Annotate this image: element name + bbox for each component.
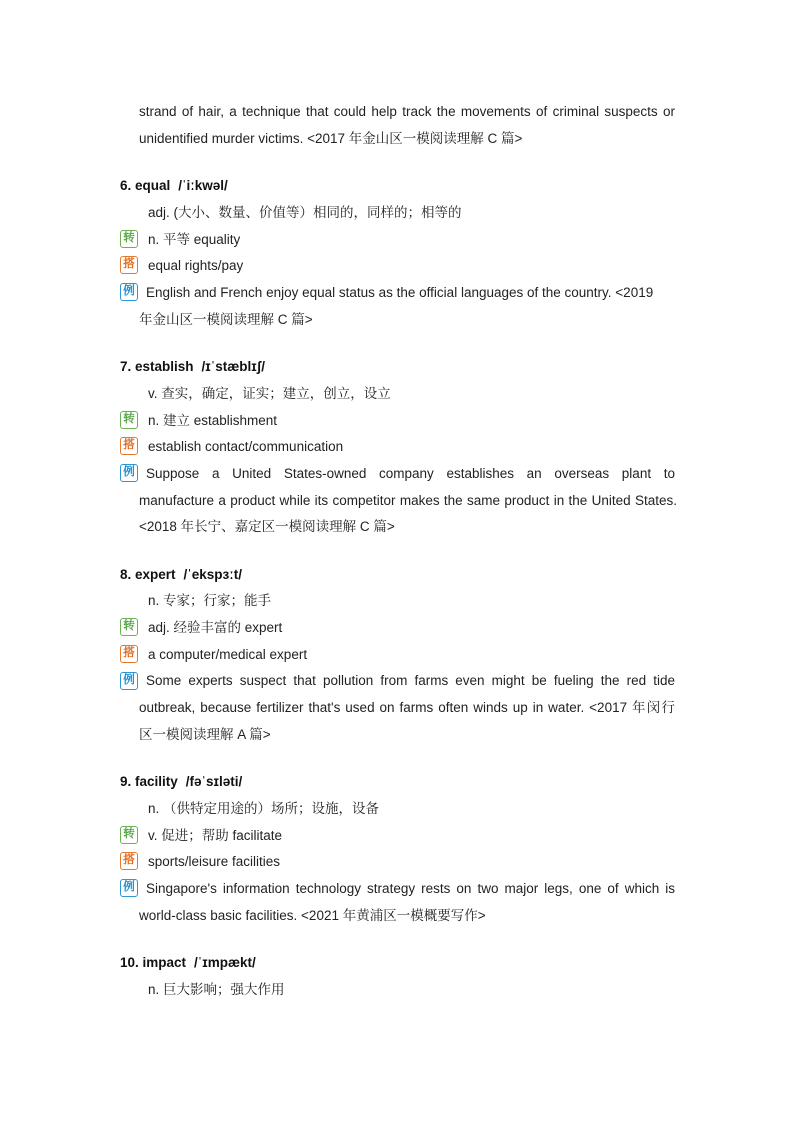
example-line-1: Singapore's information technology strategy rests on two major legs, one of which is [146,881,675,896]
conversion-text: adj. 经验丰富的 expert [148,620,283,635]
conversion-text: n. 平等 equality [148,232,241,247]
conversion-tag-icon: 转 [120,618,138,636]
entry-heading [120,565,242,585]
conversion-tag-icon: 转 [120,826,138,844]
entry-heading [120,953,256,973]
entry-word: 7. establish [120,359,194,374]
example-tag-icon: 例 [120,672,138,690]
conversion-tag-icon: 转 [120,230,138,248]
conversion-text: n. 建立 establishment [148,413,278,428]
entry-word: 8. expert [120,567,176,582]
entry-definition: v. 查实，确定，证实；建立，创立，设立 [148,386,391,401]
continuation-line-2: unidentified murder victims. <2017 年金山区一模阅读理解 C 篇> [139,131,523,146]
entry-heading [120,357,265,377]
example-line-3: 区一模阅读理解 A 篇> [139,727,271,742]
example-tag-icon: 例 [120,464,138,482]
entry-heading [120,772,242,792]
entry-phonetic: /fəˈsɪləti/ [185,774,243,789]
entry-word: 6. equal [120,178,171,193]
entry-definition: n. 专家；行家；能手 [148,593,272,608]
collocation-text: equal rights/pay [148,258,244,273]
example-line-1: Some experts suspect that pollution from farms even might be fueling the red tide [146,673,675,688]
example-line-2: manufacture a product while its competitor makes the same product in the United States. [139,493,677,508]
entry-phonetic: /ˈiːkwəl/ [178,178,228,193]
conversion-text: v. 促进；帮助 facilitate [148,828,283,843]
entry-heading [120,176,228,196]
collocation-text: sports/leisure facilities [148,854,281,869]
entry-phonetic: /ˈɪmpækt/ [194,955,256,970]
collocation-text: establish contact/communication [148,439,344,454]
entry-definition: n. 巨大影响；强大作用 [148,982,285,997]
collocation-tag-icon: 搭 [120,645,138,663]
collocation-text: a computer/medical expert [148,647,308,662]
entry-word: 9. facility [120,774,178,789]
entry-phonetic: /ɪˈstæblɪʃ/ [201,359,265,374]
example-line-3: <2018 年长宁、嘉定区一模阅读理解 C 篇> [139,519,395,534]
entry-word: 10. impact [120,955,187,970]
collocation-tag-icon: 搭 [120,256,138,274]
conversion-tag-icon: 转 [120,411,138,429]
entry-definition: adj. (大小、数量、价值等）相同的，同样的；相等的 [148,205,462,220]
example-tag-icon: 例 [120,283,138,301]
collocation-tag-icon: 搭 [120,852,138,870]
collocation-tag-icon: 搭 [120,437,138,455]
example-line-2: outbreak, because fertilizer that's used on farms often winds up in water. <2017 年闵行 [139,700,675,715]
example-line-1: Suppose a United States-owned company establishes an overseas plant to [146,466,675,481]
example-line-1: English and French enjoy equal status as the official languages of the country. <2019 [146,285,654,300]
example-line-2: 年金山区一模阅读理解 C 篇> [139,312,313,327]
entry-definition: n. （供特定用途的）场所；设施，设备 [148,801,380,816]
entry-phonetic: /ˈekspɜːt/ [183,567,243,582]
example-tag-icon: 例 [120,879,138,897]
continuation-line-1: strand of hair, a technique that could help track the movements of criminal suspects or [139,104,675,119]
example-line-2: world-class basic facilities. <2021 年黄浦区一模概要写作> [139,908,486,923]
